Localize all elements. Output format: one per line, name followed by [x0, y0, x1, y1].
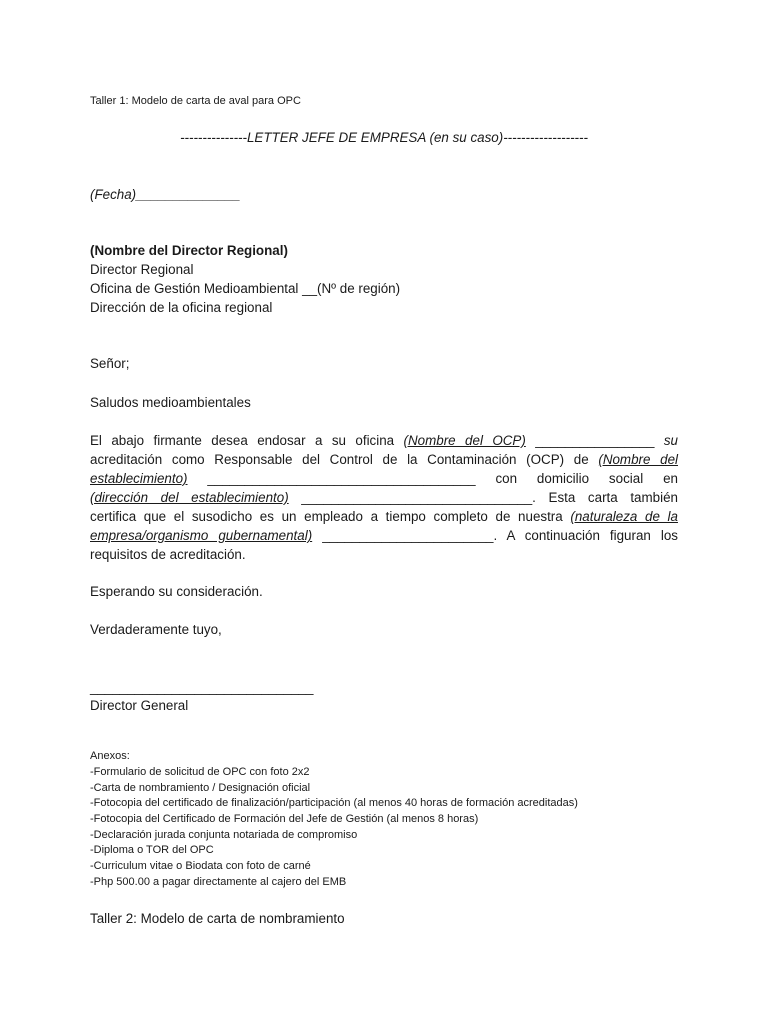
- annex-item: -Fotocopia del Certificado de Formación del Jefe de Gestión (al menos 8 horas): [90, 813, 479, 825]
- annex-item: -Curriculum vitae o Biodata con foto de carné: [90, 860, 311, 872]
- closing-sincerely: Verdaderamente tuyo,: [90, 622, 222, 637]
- recipient-name: (Nombre del Director Regional): [90, 243, 288, 258]
- next-workshop-heading: Taller 2: Modelo de carta de nombramiento: [90, 911, 345, 926]
- greeting: Señor;: [90, 356, 130, 371]
- paragraph-line-5: [90, 509, 678, 524]
- paragraph-line-2: [90, 452, 678, 467]
- paragraph-line-1: [90, 433, 678, 448]
- annex-item: -Php 500.00 a pagar directamente al cajero del EMB: [90, 876, 347, 888]
- signature-line: ______________________________: [90, 680, 314, 695]
- placeholder-establishment-address: (dirección del establecimiento): [90, 490, 289, 505]
- workshop-header: Taller 1: Modelo de carta de aval para OPC: [90, 95, 301, 107]
- salutation: Saludos medioambientales: [90, 395, 251, 410]
- letter-heading: ---------------LETTER JEFE DE EMPRESA (en su caso)-------------------: [180, 130, 588, 145]
- closing-consideration: Esperando su consideración.: [90, 584, 263, 599]
- text-segment: certifica que el susodicho es un empleado a tiempo completo de nuestra: [90, 509, 563, 524]
- annex-item: -Declaración jurada conjunta notariada de compromiso: [90, 829, 358, 841]
- annex-item: -Diploma o TOR del OPC: [90, 844, 214, 856]
- blank-line: ________________: [535, 433, 655, 448]
- signatory-title: Director General: [90, 698, 189, 713]
- text-segment: con domicilio social en: [495, 471, 678, 486]
- date-field: (Fecha)______________: [90, 187, 241, 202]
- placeholder-ocp-name: (Nombre del OCP): [403, 433, 526, 448]
- placeholder-organization-type-cont: empresa/organismo gubernamental): [90, 528, 313, 543]
- blank-line: ____________________________________: [207, 471, 476, 486]
- annex-item: -Formulario de solicitud de OPC con foto 2x2: [90, 766, 310, 778]
- paragraph-line-4: [90, 490, 678, 505]
- placeholder-establishment-name-cont: establecimiento): [90, 471, 188, 486]
- recipient-title: Director Regional: [90, 262, 194, 277]
- annex-item: -Fotocopia del certificado de finalización/participación (al menos 40 horas de formación acreditadas): [90, 797, 578, 809]
- paragraph-line-7: requisitos de acreditación.: [90, 547, 246, 562]
- annexes-title: Anexos:: [90, 750, 130, 762]
- recipient-office: Oficina de Gestión Medioambiental __(Nº de región): [90, 281, 401, 296]
- placeholder-organization-type: (naturaleza de la: [570, 509, 678, 524]
- text-segment: A continuación figuran los: [506, 528, 678, 543]
- text-segment: acreditación como Responsable del Control de la Contaminación (OCP) de: [90, 452, 589, 467]
- paragraph-line-3: [90, 471, 678, 486]
- blank-line: _______________________.: [322, 528, 498, 543]
- paragraph-line-6: [90, 528, 678, 543]
- text-segment: Esta carta también: [548, 490, 678, 505]
- placeholder-establishment-name: (Nombre del: [598, 452, 678, 467]
- recipient-address: Dirección de la oficina regional: [90, 300, 273, 315]
- blank-line: _______________________________.: [301, 490, 536, 505]
- annex-item: -Carta de nombramiento / Designación oficial: [90, 782, 311, 794]
- text-segment: El abajo firmante desea endosar a su oficina: [90, 433, 395, 448]
- text-segment: su: [663, 433, 678, 448]
